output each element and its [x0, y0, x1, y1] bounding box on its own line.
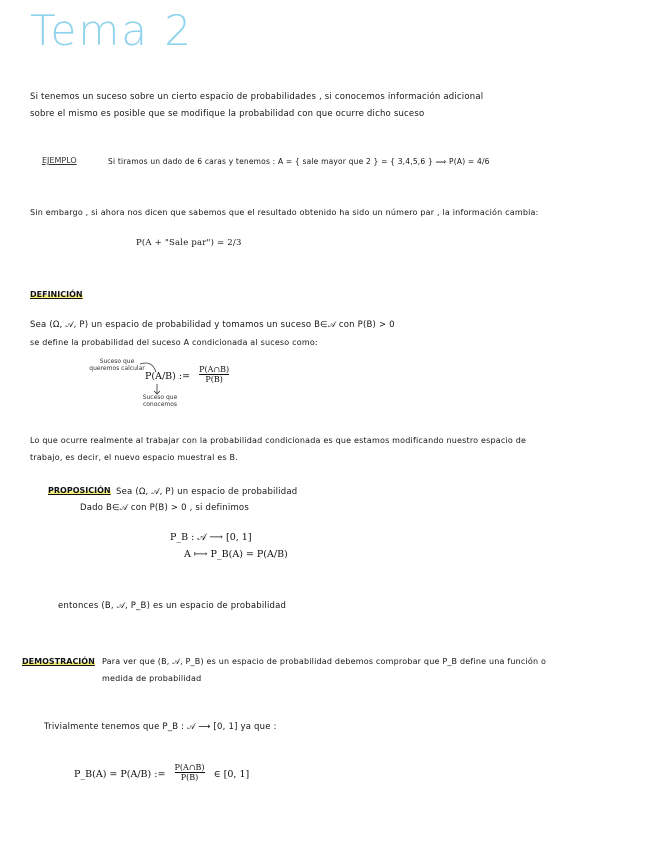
definicion-formula-lhs: P(A/B) :=	[145, 371, 191, 382]
definicion-formula	[145, 364, 229, 384]
note-suceso-calcular: Suceso que queremos calcular	[89, 358, 145, 372]
demostracion-fraction-den: P(B)	[180, 773, 199, 782]
demostracion-fraction-num: P(A∩B)	[174, 763, 205, 772]
intro-line-1: Si tenemos un suceso sobre un cierto espacio de probabilidades , si conocemos información adicional	[30, 92, 484, 102]
demostracion-formula-rhs: ∈ [0, 1]	[213, 769, 250, 780]
definicion-line-1: Sea (Ω, 𝒜, P) un espacio de probabilidad y tomamos un suceso B∈𝒜 con P(B) > 0	[30, 320, 395, 330]
demostracion-trivial: Trivialmente tenemos que P_B : 𝒜 ⟶ [0, 1] ya que :	[44, 722, 277, 732]
demostracion-line-2: medida de probabilidad	[102, 674, 202, 683]
demostracion-formula-lhs: P_B(A) = P(A/B) :=	[74, 769, 166, 780]
demostracion-line-1: Para ver que (B, 𝒜, P_B) es un espacio de probabilidad debemos comprobar que P_B define una función o	[102, 657, 547, 666]
ejemplo-text: Si tiramos un dado de 6 caras y tenemos : A = { sale mayor que 2 } = { 3,4,5,6 } ⟹ P(A) = 4/6	[108, 157, 490, 166]
definicion-line-2: se define la probabilidad del suceso A condicionada al suceso como:	[30, 338, 318, 347]
proposicion-map-1: P_B : 𝒜 ⟶ [0, 1]	[170, 532, 252, 543]
definicion-fraction-den: P(B)	[205, 375, 223, 384]
demostracion-fraction	[175, 763, 205, 782]
note-suceso-conocemos: Suceso que conocemos	[142, 394, 178, 408]
demostracion-label: DEMOSTRACIÓN	[22, 657, 95, 666]
proposicion-line-2: Dado B∈𝒜 con P(B) > 0 , si definimos	[80, 503, 249, 513]
embargo-formula: P(A + "Sale par") = 2/3	[136, 238, 242, 248]
definicion-fraction-num: P(A∩B)	[199, 365, 230, 374]
proposicion-line-1: Sea (Ω, 𝒜, P) un espacio de probabilidad	[116, 487, 298, 497]
proposicion-conclusion: entonces (B, 𝒜, P_B) es un espacio de probabilidad	[58, 601, 287, 611]
embargo-text: Sin embargo , si ahora nos dicen que sabemos que el resultado obtenido ha sido un número par , la información cambia:	[30, 208, 539, 217]
definicion-fraction	[199, 365, 229, 384]
page-title: Tema 2	[30, 6, 194, 55]
ejemplo-label: EJEMPLO	[42, 156, 77, 165]
proposicion-label: PROPOSICIÓN	[48, 486, 111, 495]
paragraph-line-2: trabajo, es decir, el nuevo espacio muestral es B.	[30, 453, 238, 462]
paragraph-line-1: Lo que ocurre realmente al trabajar con la probabilidad condicionada es que estamos modificando nuestro espacio de	[30, 436, 527, 445]
proposicion-map-2: A ⟼ P_B(A) = P(A/B)	[184, 549, 288, 560]
demostracion-formula	[74, 762, 249, 782]
intro-line-2: sobre el mismo es posible que se modifique la probabilidad con que ocurre dicho suceso	[30, 109, 425, 119]
definicion-label: DEFINICIÓN	[30, 290, 83, 299]
